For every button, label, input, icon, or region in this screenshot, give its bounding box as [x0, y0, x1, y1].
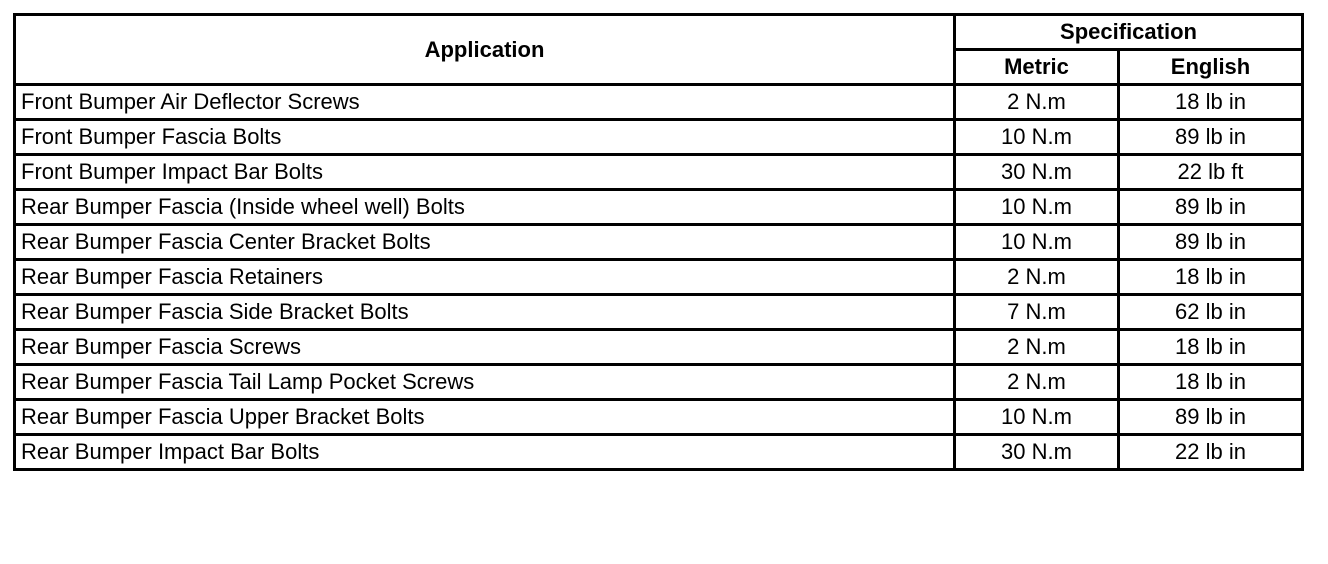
header-row-top: [15, 15, 1303, 50]
english-cell: 89 lb in: [1119, 400, 1303, 435]
fastener-spec-table: [13, 13, 1304, 471]
metric-cell: 2 N.m: [955, 85, 1119, 120]
metric-cell: 7 N.m: [955, 295, 1119, 330]
application-cell: Rear Bumper Fascia Tail Lamp Pocket Screws: [15, 365, 955, 400]
application-cell: Rear Bumper Fascia Screws: [15, 330, 955, 365]
metric-cell: 10 N.m: [955, 225, 1119, 260]
table-body: [15, 85, 1303, 470]
application-cell: Rear Bumper Fascia Center Bracket Bolts: [15, 225, 955, 260]
application-cell: Rear Bumper Fascia Side Bracket Bolts: [15, 295, 955, 330]
metric-cell: 2 N.m: [955, 365, 1119, 400]
table-row: [15, 365, 1303, 400]
table-row: [15, 400, 1303, 435]
table-row: [15, 85, 1303, 120]
english-cell: 18 lb in: [1119, 85, 1303, 120]
metric-cell: 10 N.m: [955, 190, 1119, 225]
metric-header: Metric: [955, 50, 1119, 85]
application-cell: Rear Bumper Impact Bar Bolts: [15, 435, 955, 470]
application-cell: Rear Bumper Fascia (Inside wheel well) Bolts: [15, 190, 955, 225]
metric-cell: 2 N.m: [955, 260, 1119, 295]
metric-cell: 30 N.m: [955, 155, 1119, 190]
application-cell: Rear Bumper Fascia Upper Bracket Bolts: [15, 400, 955, 435]
table-row: [15, 120, 1303, 155]
table-row: [15, 295, 1303, 330]
application-cell: Front Bumper Air Deflector Screws: [15, 85, 955, 120]
table-row: [15, 155, 1303, 190]
english-cell: 18 lb in: [1119, 330, 1303, 365]
english-cell: 62 lb in: [1119, 295, 1303, 330]
application-cell: Front Bumper Impact Bar Bolts: [15, 155, 955, 190]
application-header: Application: [15, 15, 955, 85]
english-cell: 89 lb in: [1119, 225, 1303, 260]
table-row: [15, 330, 1303, 365]
application-cell: Front Bumper Fascia Bolts: [15, 120, 955, 155]
english-cell: 89 lb in: [1119, 190, 1303, 225]
table-row: [15, 190, 1303, 225]
metric-cell: 2 N.m: [955, 330, 1119, 365]
english-cell: 18 lb in: [1119, 365, 1303, 400]
application-cell: Rear Bumper Fascia Retainers: [15, 260, 955, 295]
english-header: English: [1119, 50, 1303, 85]
english-cell: 22 lb ft: [1119, 155, 1303, 190]
english-cell: 22 lb in: [1119, 435, 1303, 470]
english-cell: 89 lb in: [1119, 120, 1303, 155]
english-cell: 18 lb in: [1119, 260, 1303, 295]
table-row: [15, 260, 1303, 295]
table-row: [15, 225, 1303, 260]
metric-cell: 30 N.m: [955, 435, 1119, 470]
specification-header: Specification: [955, 15, 1303, 50]
metric-cell: 10 N.m: [955, 120, 1119, 155]
metric-cell: 10 N.m: [955, 400, 1119, 435]
table-row: [15, 435, 1303, 470]
